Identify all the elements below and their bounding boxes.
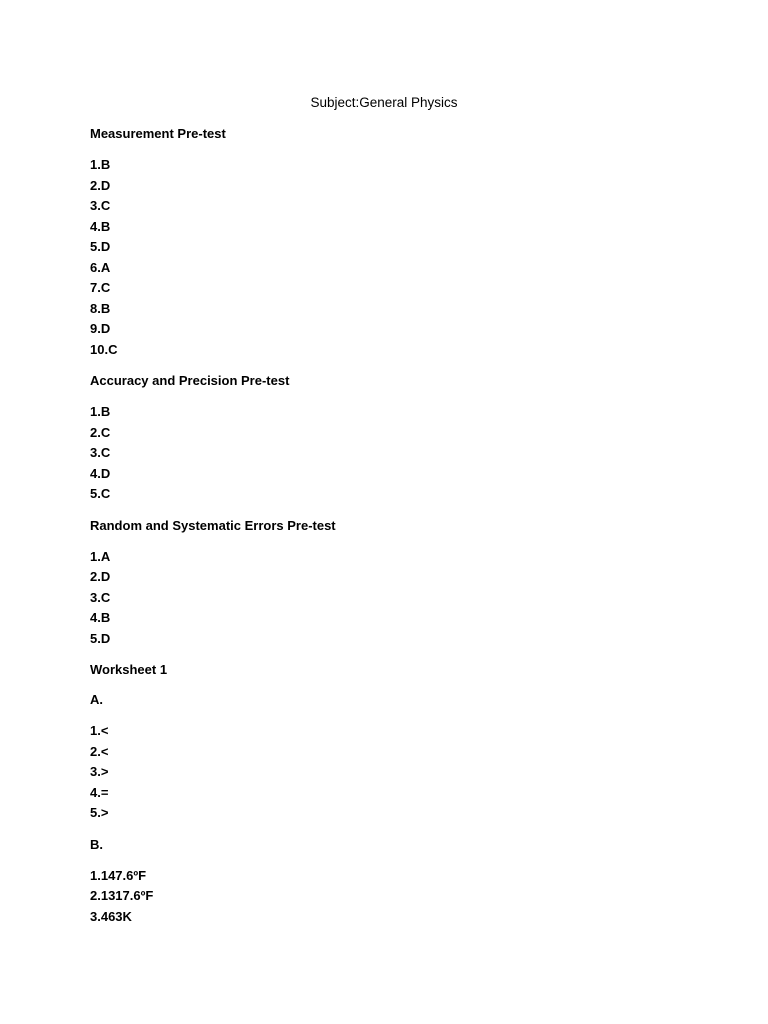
- answer-item: 5.D: [90, 630, 111, 646]
- section-measurement-pretest: [90, 125, 690, 360]
- answer-item: 5.D: [90, 239, 111, 254]
- section-heading: Measurement Pre-test: [90, 126, 226, 141]
- answer-item: 2.D: [90, 569, 111, 584]
- page-title: Subject:General Physics: [310, 95, 458, 110]
- answer-item: 1.<: [90, 723, 109, 738]
- answer-list: [90, 547, 690, 650]
- answer-list: [90, 721, 690, 824]
- answer-item: 7.C: [90, 280, 111, 295]
- worksheet-part-a: [90, 691, 690, 824]
- answer-item: 4.B: [90, 218, 111, 234]
- answer-item: 1.A: [90, 548, 111, 564]
- answer-item: 2.1317.6ºF: [90, 888, 154, 903]
- answer-item: 3.C: [90, 445, 111, 460]
- answer-item: 1.147.6ºF: [90, 867, 147, 883]
- section-accuracy-precision-pretest: [90, 372, 690, 505]
- answer-item: 5.>: [90, 805, 109, 820]
- answer-item: 2.D: [90, 177, 111, 193]
- answer-item: 1.B: [90, 157, 111, 172]
- section-worksheet-1: [90, 661, 690, 927]
- answer-item: 8.B: [90, 300, 111, 316]
- answer-item: 3.463K: [90, 908, 132, 924]
- section-random-systematic-errors-pretest: [90, 517, 690, 650]
- answer-item: 6.A: [90, 259, 111, 275]
- answer-item: 3.>: [90, 764, 109, 779]
- answer-item: 4.=: [90, 784, 109, 800]
- part-label: A.: [90, 692, 103, 707]
- answer-item: 4.B: [90, 610, 111, 625]
- answer-list: [90, 402, 690, 505]
- answer-list: [90, 866, 690, 928]
- answer-key-content: [90, 125, 690, 939]
- worksheet-part-b: [90, 836, 690, 928]
- answer-item: 2.C: [90, 424, 111, 440]
- answer-item: 1.B: [90, 404, 111, 419]
- part-label: B.: [90, 836, 103, 852]
- section-heading: Accuracy and Precision Pre-test: [90, 373, 290, 388]
- answer-item: 10.C: [90, 341, 118, 357]
- answer-item: 9.D: [90, 321, 111, 336]
- answer-item: 3.C: [90, 198, 111, 213]
- section-heading: Random and Systematic Errors Pre-test: [90, 517, 336, 533]
- answer-list: [90, 155, 690, 360]
- answer-item: 2.<: [90, 743, 109, 759]
- answer-item: 4.D: [90, 465, 111, 481]
- section-heading: Worksheet 1: [90, 662, 168, 677]
- answer-item: 3.C: [90, 589, 111, 605]
- answer-item: 5.C: [90, 486, 111, 501]
